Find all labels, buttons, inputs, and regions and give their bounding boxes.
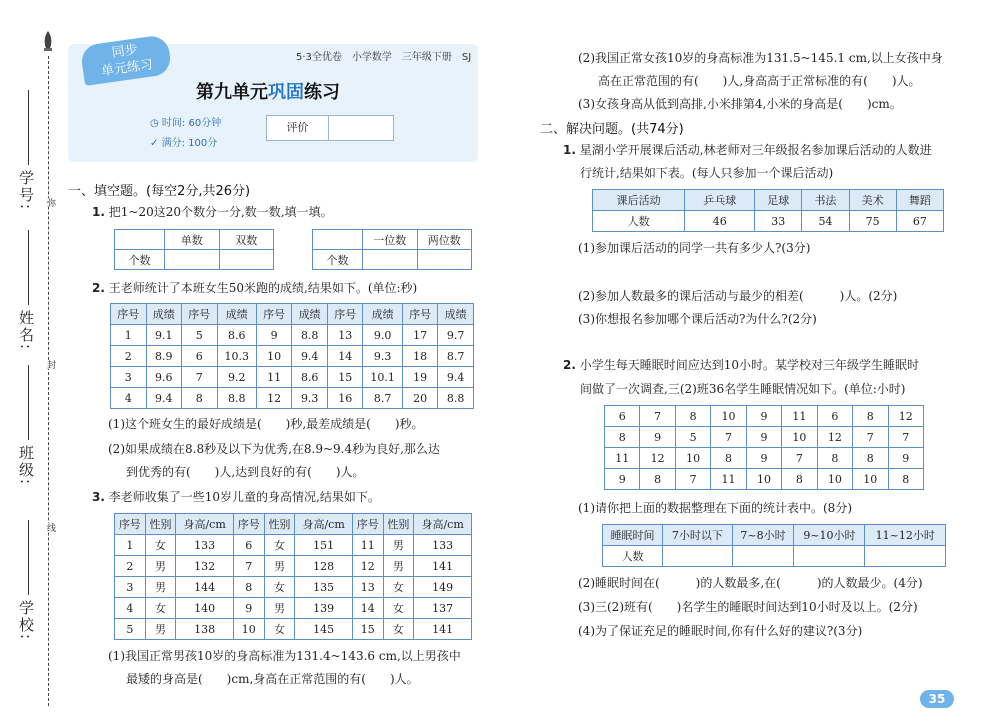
cut-line: [48, 56, 49, 706]
table-row: 人数: [603, 546, 946, 567]
table-row: 8 9 5 7 9 10 12 7 7: [605, 427, 924, 448]
answer-cell[interactable]: [219, 250, 274, 270]
q3-sub1b: 最矮的身高是( )cm,身高在正常范围的有( )人。: [126, 672, 419, 686]
student-id-label: 学号:: [17, 170, 35, 212]
q2-sub2a: (2)如果成绩在8.8秒及以下为优秀,在8.9~9.4秒为良好,那么达: [108, 442, 440, 456]
q1-text: 1. 把1~20这20个数分一分,数一数,填一填。: [92, 205, 333, 219]
evaluation-box: [266, 115, 394, 141]
cut-mark-xian: 线: [45, 523, 55, 532]
p2-text-b: 间做了一次调查,三(2)班36名学生睡眠情况如下。(单位:小时): [580, 382, 906, 396]
brand-line: 5·3全优卷 小学数学 三年级下册 SJ: [296, 52, 472, 63]
p2-sub2: (2)睡眠时间在( )的人数最多,在( )的人数最少。(4分): [578, 576, 923, 590]
p2-sub3: (3)三(2)班有( )名学生的睡眠时间达到10小时及以上。(2分): [578, 600, 918, 614]
p2-text-a: 2. 小学生每天睡眠时间应达到10小时。某学校对三年级学生睡眠时: [563, 358, 920, 372]
page-title: 第九单元巩固练习: [196, 82, 340, 103]
q3-sub3: (3)女孩身高从低到高排,小米排第4,小米的身高是( )cm。: [578, 97, 902, 111]
table-row: 4 9.4 8 8.8 12 9.3 16 8.7 20 8.8: [111, 388, 474, 409]
name-line: [28, 230, 29, 305]
q1-table-digits: 一位数 两位数 个数: [312, 229, 472, 270]
q2-sub2b: 到优秀的有( )人,达到良好的有( )人。: [126, 465, 365, 479]
table-row: 4 女 140 9 男 139 14 女 137: [115, 598, 472, 619]
table-row: 2 8.9 6 10.3 10 9.4 14 9.3 18 8.7: [111, 346, 474, 367]
section-2-heading: 二、解决问题。(共74分): [540, 122, 684, 137]
cut-mark-mi: 弥: [45, 198, 55, 207]
p1-sub1: (1)参加课后活动的同学一共有多少人?(3分): [578, 241, 811, 255]
answer-cell[interactable]: [732, 546, 794, 567]
class-label: 班级:: [17, 445, 35, 487]
page-number: 35: [920, 690, 954, 708]
p2-sub4: (4)为了保证充足的睡眠时间,你有什么好的建议?(3分): [578, 624, 863, 638]
evaluation-label: 评价: [267, 116, 329, 140]
score-info: ✓ 满分: 100分: [150, 138, 218, 149]
table-row: 9 8 7 11 10 8 10 10 8: [605, 469, 924, 490]
answer-cell[interactable]: [865, 546, 946, 567]
table-row: 人数 46 33 54 75 67: [593, 211, 944, 232]
cut-mark-feng: 封: [45, 360, 55, 369]
p2-table-sleep-data: [604, 405, 924, 490]
school-line: [28, 520, 29, 595]
unit-badge: 同步 单元练习: [80, 34, 173, 86]
answer-cell[interactable]: [794, 546, 865, 567]
table-row: 6 7 8 10 9 11 6 8 12: [605, 406, 924, 427]
evaluation-field[interactable]: [329, 116, 393, 140]
rocket-icon: [41, 30, 55, 54]
table-row: 5 男 138 10 女 145 15 女 141: [115, 619, 472, 640]
q3-table-height: 序号 性别 身高/cm 序号 性别 身高/cm 序号 性别 身高/cm 1 女 133 6 女 151 11 男 133 2 男 132 7 男 128 12 男 141 3 男 144 8 女 135 13 女 149 4 女 140 9 男 139 14 女 137 5 男 138 10 女 145 15 女 141: [114, 513, 472, 640]
answer-cell[interactable]: [363, 250, 418, 270]
answer-cell[interactable]: [663, 546, 732, 567]
answer-cell[interactable]: [417, 250, 472, 270]
class-line: [28, 365, 29, 440]
time-info: ◷ 时间: 60分钟: [150, 118, 222, 129]
clock-icon: ◷: [150, 118, 159, 129]
table-row: 2 男 132 7 男 128 12 男 141: [115, 556, 472, 577]
p1-sub3: (3)你想报名参加哪个课后活动?为什么?(2分): [578, 312, 817, 326]
p1-text-a: 1. 星湖小学开展课后活动,林老师对三年级报名参加课后活动的人数进: [563, 143, 932, 157]
answer-cell[interactable]: [165, 250, 220, 270]
table-row: 3 9.6 7 9.2 11 8.6 15 10.1 19 9.4: [111, 367, 474, 388]
q2-sub1: (1)这个班女生的最好成绩是( )秒,最差成绩是( )秒。: [108, 417, 424, 431]
q2-text: 2. 王老师统计了本班女生50米跑的成绩,结果如下。(单位:秒): [92, 281, 418, 295]
p1-sub2: (2)参加人数最多的课后活动与最少的相差( )人。(2分): [578, 289, 898, 303]
p1-table-activities: 课后活动 乒乓球 足球 书法 美术 舞蹈 人数 46 33 54 75 67: [592, 189, 944, 232]
section-1-heading: 一、填空题。(每空2分,共26分): [68, 184, 251, 199]
p2-table-sleep-summary: 睡眠时间 7小时以下 7~8小时 9~10小时 11~12小时 人数: [602, 524, 946, 567]
p2-sub1: (1)请你把上面的数据整理在下面的统计表中。(8分): [578, 501, 852, 515]
q3-sub1a: (1)我国正常男孩10岁的身高标准为131.4~143.6 cm,以上男孩中: [108, 649, 461, 663]
school-label: 学校:: [17, 600, 35, 642]
name-label: 姓名:: [17, 310, 35, 352]
table-row: 3 男 144 8 女 135 13 女 149: [115, 577, 472, 598]
q1-table-odd-even: 单数 双数 个数: [114, 229, 274, 270]
table-row: 1 女 133 6 女 151 11 男 133: [115, 535, 472, 556]
student-id-line: [28, 90, 29, 165]
table-row: 11 12 10 8 9 7 8 8 9: [605, 448, 924, 469]
check-icon: ✓: [150, 138, 159, 149]
q3-text: 3. 李老师收集了一些10岁儿童的身高情况,结果如下。: [92, 490, 380, 504]
q3-sub2a: (2)我国正常女孩10岁的身高标准为131.5~145.1 cm,以上女孩中身: [578, 51, 943, 65]
q2-table-running: 序号 成绩 序号 成绩 序号 成绩 序号 成绩 序号 成绩 1 9.1 5 8.6 9 8.8 13 9.0 17 9.7 2 8.9 6 10.3 10 9.4 14 9.3 18 8.7 3 9.6 7 9.2 11 8.6 15 10.1 19 9.4 4 9.4 8 8.8 12 9.3 16 8.7 20 8.8: [110, 303, 474, 409]
table-row: 1 9.1 5 8.6 9 8.8 13 9.0 17 9.7: [111, 325, 474, 346]
p1-text-b: 行统计,结果如下表。(每人只参加一个课后活动): [580, 166, 834, 180]
q3-sub2b: 高在正常范围的有( )人,身高高于正常标准的有( )人。: [598, 74, 921, 88]
